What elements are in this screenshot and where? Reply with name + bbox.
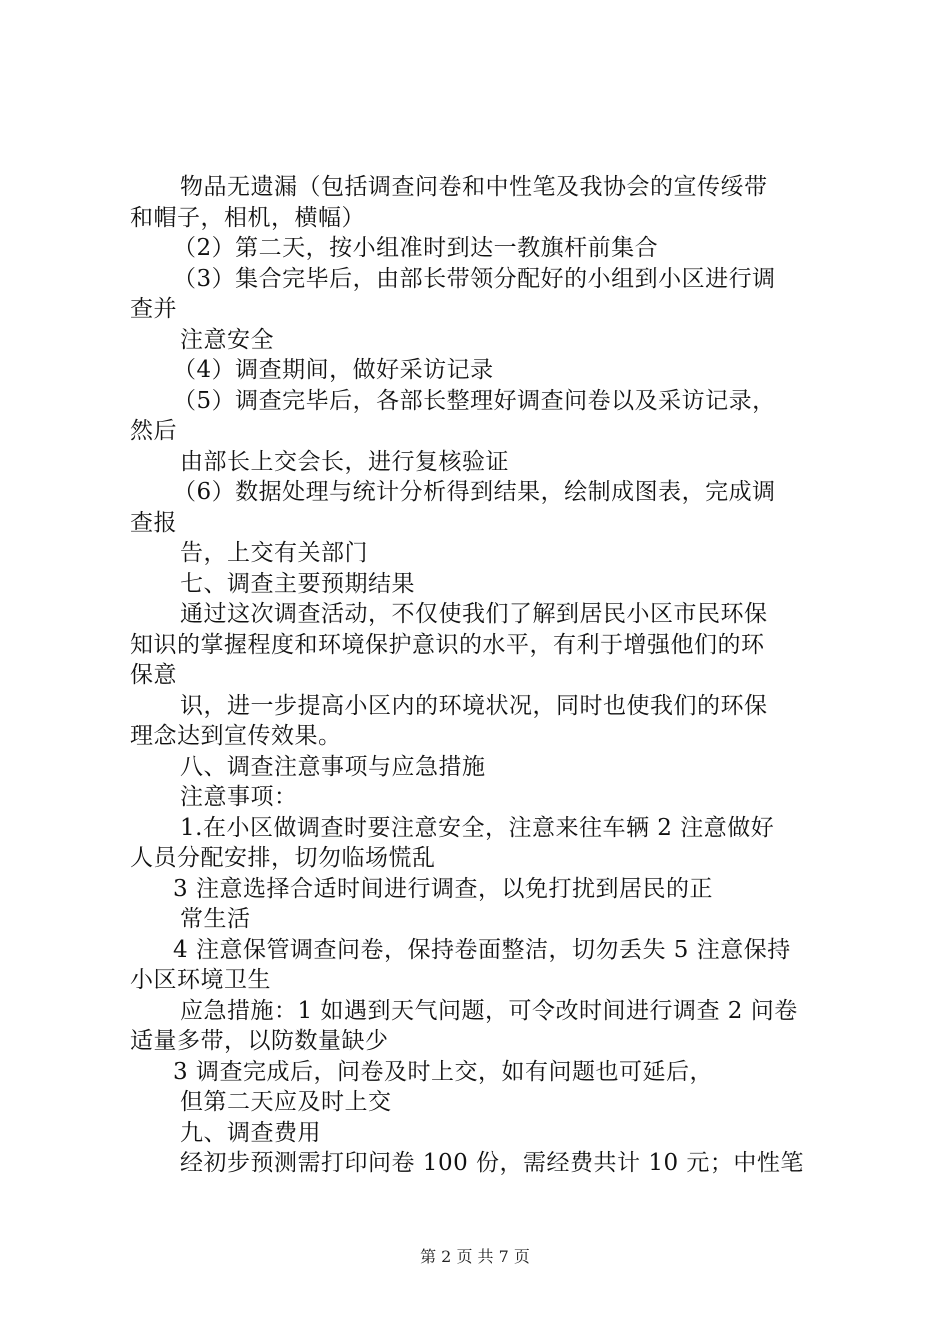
text-line: 理念达到宣传效果。 (130, 723, 342, 749)
text-line: 注意事项： (180, 784, 298, 810)
text-line: 3 调查完成后，问卷及时上交，如有问题也可延后， (173, 1058, 713, 1085)
text-line: 4 注意保管调查问卷，保持卷面整洁，切勿丢失 5 注意保持 (173, 936, 791, 963)
text-line: 应急措施：1 如遇到天气问题，可令改时间进行调查 2 问卷 (180, 997, 798, 1024)
text-line: 和帽子，相机，横幅） (130, 204, 365, 231)
text-line: 查报 (130, 509, 177, 536)
text-line: 经初步预测需打印问卷 100 份，需经费共计 10 元；中性笔 (180, 1150, 804, 1176)
text-line: 常生活 (180, 906, 251, 932)
document-body (130, 172, 830, 1179)
text-line: 物品无遗漏（包括调查问卷和中性笔及我协会的宣传绥带 (180, 174, 768, 200)
text-line: （3）集合完毕后，由部长带领分配好的小组到小区进行调 (173, 265, 776, 292)
text-line: 保意 (130, 662, 177, 688)
text-line: 然后 (130, 418, 177, 444)
text-line: 1.在小区做调查时要注意安全，注意来往车辆 2 注意做好 (180, 814, 775, 841)
text-line: 识，进一步提高小区内的环境状况，同时也使我们的环保 (180, 692, 768, 719)
text-line: 查并 (130, 296, 177, 322)
text-line: 知识的掌握程度和环境保护意识的水平，有利于增强他们的环 (130, 631, 765, 658)
text-line: 由部长上交会长，进行复核验证 (180, 448, 509, 475)
text-line: （6）数据处理与统计分析得到结果，绘制成图表，完成调 (173, 479, 776, 505)
section-heading: 七、调查主要预期结果 (180, 570, 415, 597)
text-line: （4）调查期间，做好采访记录 (173, 357, 494, 383)
text-line: 通过这次调查活动，不仅使我们了解到居民小区市民环保 (180, 601, 768, 627)
text-line: （5）调查完毕后，各部长整理好调查问卷以及采访记录， (173, 387, 776, 414)
text-line: 3 注意选择合适时间进行调查，以免打扰到居民的正 (173, 875, 713, 902)
page-number-footer: 第 2 页 共 7 页 (420, 1247, 530, 1266)
text-line: （2）第二天，按小组准时到达一教旗杆前集合 (173, 235, 659, 261)
section-heading: 八、调查注意事项与应急措施 (180, 753, 486, 780)
text-line: 注意安全 (180, 326, 274, 353)
section-heading: 九、调查费用 (180, 1119, 321, 1146)
text-line: 告，上交有关部门 (180, 540, 368, 566)
text-line: 人员分配安排，切勿临场慌乱 (130, 845, 436, 871)
text-line: 但第二天应及时上交 (180, 1089, 392, 1115)
text-line: 适量多带，以防数量缺少 (130, 1028, 389, 1054)
text-line: 小区环境卫生 (130, 967, 271, 993)
